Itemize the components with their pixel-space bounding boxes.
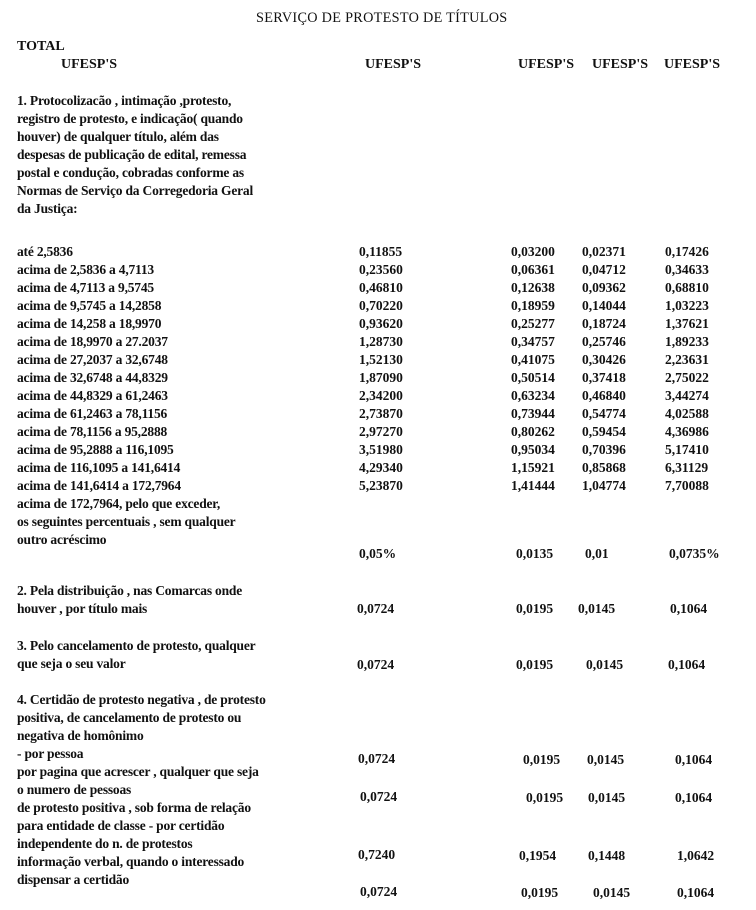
value-cell: 4,36986 <box>665 424 709 439</box>
value-cell: 0,85868 <box>582 460 626 475</box>
range-label: acima de 14,258 a 18,9970 <box>17 316 162 331</box>
header-col-b: UFESP'S <box>518 57 575 72</box>
value-cell: 0,02371 <box>582 244 626 259</box>
value-cell: 0,23560 <box>359 262 403 277</box>
section1-description <box>17 92 337 218</box>
text-line: houver , por título mais <box>17 601 148 616</box>
section1-col-c <box>582 243 626 495</box>
value-cell: 0,18724 <box>582 316 626 331</box>
value-cell: 2,73870 <box>359 406 403 421</box>
value-cell: 0,11855 <box>359 244 403 259</box>
value-cell: 1,03223 <box>665 298 709 313</box>
text-line: positiva, de cancelamento de protesto ou <box>17 710 242 725</box>
section4-row3-a: 0,7240 <box>358 847 396 862</box>
value-cell: 1,37621 <box>665 316 709 331</box>
excess-a: 0,05% <box>359 546 397 561</box>
header-col-a: UFESP'S <box>365 57 422 72</box>
text-line: negativa de homônimo <box>17 728 144 743</box>
section4-row4-c: 0,0145 <box>593 885 631 900</box>
value-cell: 5,17410 <box>665 442 709 457</box>
value-cell: 0,70396 <box>582 442 626 457</box>
text-line: dispensar a certidão <box>17 872 130 887</box>
header-col-d: UFESP'S <box>664 57 721 72</box>
text-line: 3. Pelo cancelamento de protesto, qualquer <box>17 638 256 653</box>
text-line: 4. Certidão de protesto negativa , de protesto <box>17 692 266 707</box>
text-line: 2. Pela distribuição , nas Comarcas onde <box>17 583 243 598</box>
value-cell: 2,34200 <box>359 388 403 403</box>
range-label: acima de 2,5836 a 4,7113 <box>17 262 154 277</box>
text-line: despesas de publicação de edital, remessa <box>17 147 247 162</box>
value-cell: 0,80262 <box>511 424 555 439</box>
section4-row1-b: 0,0195 <box>523 752 561 767</box>
text-line: houver) de qualquer título, além das <box>17 129 219 144</box>
value-cell: 0,68810 <box>665 280 709 295</box>
value-cell: 0,46840 <box>582 388 626 403</box>
value-cell: 1,15921 <box>511 460 555 475</box>
text-line: - por pessoa <box>17 746 84 761</box>
value-cell: 0,59454 <box>582 424 626 439</box>
range-label: acima de 27,2037 a 32,6748 <box>17 352 168 367</box>
range-label: até 2,5836 <box>17 244 73 259</box>
section2-c: 0,0145 <box>578 601 616 616</box>
value-cell: 0,25277 <box>511 316 555 331</box>
text-line: 1. Protocolizacão , intimação ,protesto, <box>17 93 232 108</box>
header-col-label: UFESP'S <box>61 57 118 72</box>
text-line: que seja o seu valor <box>17 656 126 671</box>
text-line: para entidade de classe - por certidão <box>17 818 225 833</box>
range-label: acima de 9,5745 a 14,2858 <box>17 298 162 313</box>
range-label: acima de 61,2463 a 78,1156 <box>17 406 168 421</box>
value-cell: 0,34633 <box>665 262 709 277</box>
range-label: acima de 4,7113 a 9,5745 <box>17 280 154 295</box>
section4-row3-b: 0,1954 <box>519 848 557 863</box>
value-cell: 0,30426 <box>582 352 626 367</box>
section4-row3-c: 0,1448 <box>588 848 626 863</box>
value-cell: 0,46810 <box>359 280 403 295</box>
header-total: TOTAL <box>17 39 65 54</box>
range-label: acima de 32,6748 a 44,8329 <box>17 370 168 385</box>
section4-row4-b: 0,0195 <box>521 885 559 900</box>
text-line: Normas de Serviço da Corregedoria Geral <box>17 183 254 198</box>
value-cell: 1,89233 <box>665 334 709 349</box>
range-label: acima de 116,1095 a 141,6414 <box>17 460 181 475</box>
section4-row3-d: 1,0642 <box>677 848 715 863</box>
section2-description <box>17 582 337 618</box>
section1-col-d <box>665 243 709 495</box>
text-line: o numero de pessoas <box>17 782 132 797</box>
value-cell: 0,34757 <box>511 334 555 349</box>
value-cell: 1,87090 <box>359 370 403 385</box>
section1-col-a <box>359 243 403 495</box>
section4-row1-d: 0,1064 <box>675 752 713 767</box>
value-cell: 0,73944 <box>511 406 555 421</box>
value-cell: 2,97270 <box>359 424 403 439</box>
range-label: acima de 18,9970 a 27.2037 <box>17 334 168 349</box>
value-cell: 1,41444 <box>511 478 555 493</box>
section3-c: 0,0145 <box>586 657 624 672</box>
value-cell: 0,95034 <box>511 442 555 457</box>
section4-row4-a: 0,0724 <box>360 884 398 899</box>
value-cell: 0,12638 <box>511 280 555 295</box>
value-cell: 0,50514 <box>511 370 555 385</box>
text-line: independente do n. de protestos <box>17 836 193 851</box>
value-cell: 0,14044 <box>582 298 626 313</box>
value-cell: 2,75022 <box>665 370 709 385</box>
value-cell: 0,63234 <box>511 388 555 403</box>
range-label: acima de 44,8329 a 61,2463 <box>17 388 168 403</box>
value-cell: 0,18959 <box>511 298 555 313</box>
text-line: informação verbal, quando o interessado <box>17 854 245 869</box>
value-cell: 0,54774 <box>582 406 626 421</box>
document-title: SERVIÇO DE PROTESTO DE TÍTULOS <box>256 10 508 26</box>
range-label: acima de 78,1156 a 95,2888 <box>17 424 168 439</box>
section4-row2-a: 0,0724 <box>360 789 398 804</box>
value-cell: 6,31129 <box>665 460 709 475</box>
header-col-c: UFESP'S <box>592 57 649 72</box>
value-cell: 1,52130 <box>359 352 403 367</box>
section4-row4-d: 0,1064 <box>677 885 715 900</box>
text-line: postal e condução, cobradas conforme as <box>17 165 244 180</box>
excess-line: outro acréscimo <box>17 532 107 547</box>
section4-description <box>17 691 337 889</box>
value-cell: 5,23870 <box>359 478 403 493</box>
range-label: acima de 95,2888 a 116,1095 <box>17 442 174 457</box>
range-label: acima de 141,6414 a 172,7964 <box>17 478 181 493</box>
section2-a: 0,0724 <box>357 601 395 616</box>
text-line: registro de protesto, e indicação( quando <box>17 111 243 126</box>
value-cell: 0,70220 <box>359 298 403 313</box>
section4-row1-a: 0,0724 <box>358 751 396 766</box>
value-cell: 1,04774 <box>582 478 626 493</box>
section3-a: 0,0724 <box>357 657 395 672</box>
value-cell: 0,04712 <box>582 262 626 277</box>
value-cell: 0,09362 <box>582 280 626 295</box>
value-cell: 2,23631 <box>665 352 709 367</box>
section4-row2-c: 0,0145 <box>588 790 626 805</box>
value-cell: 0,17426 <box>665 244 709 259</box>
value-cell: 0,25746 <box>582 334 626 349</box>
section2-b: 0,0195 <box>516 601 554 616</box>
section4-row2-d: 0,1064 <box>675 790 713 805</box>
value-cell: 7,70088 <box>665 478 709 493</box>
excess-d: 0,0735% <box>669 546 720 561</box>
section1-range-labels <box>17 243 337 549</box>
section4-row2-b: 0,0195 <box>526 790 564 805</box>
value-cell: 0,37418 <box>582 370 626 385</box>
value-cell: 0,06361 <box>511 262 555 277</box>
value-cell: 3,51980 <box>359 442 403 457</box>
section3-description <box>17 637 337 673</box>
value-cell: 1,28730 <box>359 334 403 349</box>
value-cell: 0,03200 <box>511 244 555 259</box>
excess-line: os seguintes percentuais , sem qualquer <box>17 514 236 529</box>
value-cell: 4,29340 <box>359 460 403 475</box>
value-cell: 3,44274 <box>665 388 709 403</box>
value-cell: 0,93620 <box>359 316 403 331</box>
value-cell: 4,02588 <box>665 406 709 421</box>
value-cell: 0,41075 <box>511 352 555 367</box>
excess-line: acima de 172,7964, pelo que exceder, <box>17 496 221 511</box>
section1-col-b <box>511 243 555 495</box>
section2-d: 0,1064 <box>670 601 708 616</box>
section4-row1-c: 0,0145 <box>587 752 625 767</box>
section3-d: 0,1064 <box>668 657 706 672</box>
excess-b: 0,0135 <box>516 546 554 561</box>
section3-b: 0,0195 <box>516 657 554 672</box>
text-line: de protesto positiva , sob forma de relação <box>17 800 251 815</box>
text-line: da Justiça: <box>17 201 78 216</box>
text-line: por pagina que acrescer , qualquer que seja <box>17 764 259 779</box>
excess-c: 0,01 <box>585 546 609 561</box>
